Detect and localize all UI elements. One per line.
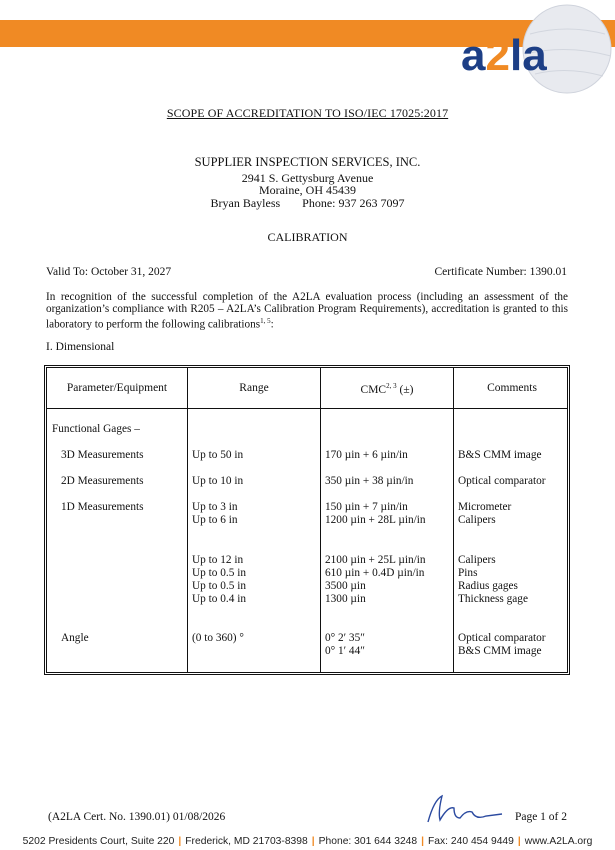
row-range: Up to 10 in [192, 475, 244, 487]
org-phone: Phone: 937 263 7097 [302, 195, 405, 210]
separator: | [311, 836, 315, 847]
row-range: Up to 3 in [192, 501, 238, 513]
separator: | [178, 836, 182, 847]
section-heading: CALIBRATION [267, 230, 348, 244]
row-comment: Thickness gage [458, 593, 528, 605]
header-cmc [321, 382, 453, 396]
row-cmc: 3500 µin [325, 580, 366, 592]
row-comment: Calipers [458, 554, 496, 566]
row-cmc: 610 µin + 0.4D µin/in [325, 567, 425, 579]
row-comment: Micrometer [458, 501, 512, 513]
address-fax: Fax: 240 454 9449 [428, 836, 514, 847]
row-cmc: 1300 µin [325, 593, 366, 605]
intro-text: In recognition of the successful completion of the A2LA evaluation process (including an assessment of the organization’s compliance with R205 – A2LA’s Calibration Program Requirements), accreditation is granted to this laboratory to perform the following calibrations [46, 291, 568, 331]
row-comment: B&S CMM image [458, 645, 542, 657]
header-comments: Comments [487, 382, 537, 394]
separator: | [421, 836, 425, 847]
address-website[interactable]: www.A2LA.org [524, 836, 593, 847]
organization-block [0, 156, 615, 209]
row-param: 1D Measurements [61, 501, 144, 513]
row-param: 3D Measurements [61, 449, 144, 461]
header-cmc-suffix: (±) [396, 383, 414, 396]
intro-paragraph [46, 291, 568, 331]
row-comment: Optical comparator [458, 632, 546, 644]
address-street: 5202 Presidents Court, Suite 220 [22, 836, 175, 847]
page-title: SCOPE OF ACCREDITATION TO ISO/IEC 17025:2017 [166, 106, 449, 120]
row-cmc: 0° 1′ 44″ [325, 645, 365, 657]
row-range: Up to 0.5 in [192, 580, 246, 592]
row-range: Up to 0.4 in [192, 593, 246, 605]
row-cmc: 150 µin + 7 µin/in [325, 501, 408, 513]
row-comment: B&S CMM image [458, 449, 542, 461]
logo-text: a2la [461, 31, 547, 80]
page-number: Page 1 of 2 [514, 811, 567, 823]
separator: | [517, 836, 521, 847]
header-range: Range [239, 382, 269, 394]
certificate-number: Certificate Number: 1390.01 [434, 266, 567, 278]
row-range: (0 to 360) ° [192, 632, 244, 644]
row-cmc: 1200 µin + 28L µin/in [325, 514, 426, 526]
footer-address [0, 836, 615, 847]
row-range: Up to 0.5 in [192, 567, 246, 579]
row-param: 2D Measurements [61, 475, 144, 487]
row-range: Up to 12 in [192, 554, 244, 566]
signature-mark [420, 790, 505, 830]
row-comment: Pins [458, 567, 478, 579]
intro-footnote: 1, 5 [260, 317, 271, 325]
calibration-table [44, 365, 570, 675]
row-comment: Optical comparator [458, 475, 546, 487]
valid-to: Valid To: October 31, 2027 [46, 266, 172, 278]
row-cmc: 350 µin + 38 µin/in [325, 475, 414, 487]
org-name: SUPPLIER INSPECTION SERVICES, INC. [194, 155, 421, 169]
group-label: Functional Gages – [52, 423, 140, 435]
header-parameter: Parameter/Equipment [66, 382, 168, 394]
footer-cert-number: (A2LA Cert. No. 1390.01) 01/08/2026 [48, 811, 226, 823]
org-contact: Bryan Bayless [210, 195, 281, 210]
org-city: Moraine, OH 45439 [259, 183, 356, 197]
row-cmc: 170 µin + 6 µin/in [325, 449, 408, 461]
header-cmc-footnote: 2, 3 [386, 382, 397, 390]
header-cmc-label: CMC [360, 383, 387, 396]
intro-end: : [270, 318, 274, 331]
row-range: Up to 50 in [192, 449, 244, 461]
org-street: 2941 S. Gettysburg Avenue [241, 170, 374, 185]
row-cmc: 2100 µin + 25L µin/in [325, 554, 426, 566]
category-heading: I. Dimensional [46, 341, 115, 353]
row-comment: Calipers [458, 514, 496, 526]
address-phone: Phone: 301 644 3248 [318, 836, 418, 847]
row-cmc: 0° 2′ 35″ [325, 632, 365, 644]
row-param: Angle [61, 632, 89, 644]
a2la-logo [455, 4, 615, 94]
row-comment: Radius gages [458, 580, 518, 592]
row-range: Up to 6 in [192, 514, 238, 526]
address-city: Frederick, MD 21703-8398 [185, 836, 308, 847]
